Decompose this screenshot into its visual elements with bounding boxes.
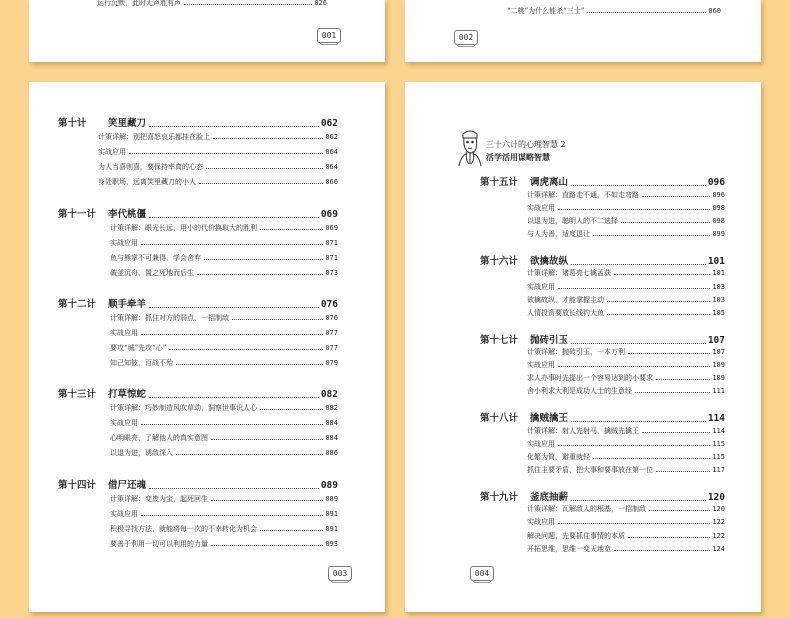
- toc-entry: 计策详解：抛砖引玉，一本万利 107: [527, 348, 725, 356]
- chapter-title: 李代桃僵: [108, 209, 147, 220]
- toc-entry: 欲擒故纵，才能掌握主动 103: [527, 296, 725, 304]
- chapter-number: 第十三计: [58, 389, 97, 400]
- chapter-entry: [58, 119, 338, 129]
- toc-entry: 化繁为简，避重就轻 115: [527, 453, 725, 461]
- toc-entry: 解决问题，先要抓住事情的本质 122: [527, 532, 725, 540]
- chapter-entry: [480, 493, 725, 503]
- toc-entry: 计策详解：巧妙制造风吹草动，洞察世事识人心 082: [110, 404, 338, 412]
- toc-entry-text: 运行沉默，此时无声胜有声: [97, 0, 181, 7]
- toc-entry: 积极寻找方法，就能将每一次的不幸转化为机会 091: [110, 525, 338, 533]
- toc-entry: [97, 0, 327, 7]
- page-number-badge: 001: [317, 28, 341, 43]
- toc-entry: 实战应用 084: [110, 419, 338, 427]
- toc-entry: 鱼与熊掌不可兼得，学会舍弃 071: [110, 254, 338, 262]
- toc-entry: 计策详解：诸葛亮七擒孟获 101: [527, 269, 725, 277]
- chapter-number: 第十计: [58, 118, 87, 129]
- chapter-title: 笑里藏刀: [108, 118, 147, 129]
- chapter-page: 107: [707, 335, 725, 346]
- toc-entry: 实战应用 103: [527, 283, 725, 291]
- toc-entry: 人情投资要放长线钓大鱼 105: [527, 309, 725, 317]
- chapter-entry: [480, 414, 725, 424]
- chapter-title: 擒贼擒王: [530, 413, 569, 424]
- toc-entry: 计策详解：变废为宝，起死回生 089: [110, 495, 338, 503]
- chapter-number: 第十五计: [480, 177, 519, 188]
- scholar-portrait-icon: [455, 126, 485, 166]
- toc-entry: 心明眼亮，了解他人的真实意图 084: [110, 434, 338, 442]
- chapter-page: 120: [707, 492, 725, 503]
- chapter-page: 114: [707, 413, 725, 424]
- toc-entry-text: “二桃”为什么能杀“三士”: [507, 7, 585, 15]
- chapter-entry: [480, 336, 725, 346]
- chapter-entry: [58, 481, 338, 491]
- toc-entry: 破釜沉舟，置之死地而后生 073: [110, 269, 338, 277]
- toc-entry: 实战应用 091: [110, 510, 338, 518]
- toc-entry: 身处职场，远离笑里藏刀的小人 066: [98, 178, 338, 186]
- toc-entry: 计策详解：别把喜怒哀乐都挂在脸上 062: [98, 133, 338, 141]
- chapter-number: 第十九计: [480, 492, 519, 503]
- chapter-number: 第十八计: [480, 413, 519, 424]
- chapter-number: 第十六计: [480, 256, 519, 267]
- chapter-title: 釜底抽薪: [530, 492, 569, 503]
- chapter-page: 082: [320, 389, 338, 400]
- chapter-number: 第十四计: [58, 480, 97, 491]
- toc-entry-page: 026: [314, 0, 327, 7]
- toc-entry: 计策详解：射人先射马，擒贼先擒王 114: [527, 427, 725, 435]
- chapter-page: 089: [320, 480, 338, 491]
- toc-entry: 与人为善，适度退让 099: [527, 230, 725, 238]
- chapter-title: 打草惊蛇: [108, 389, 147, 400]
- chapter-entry: [58, 300, 338, 310]
- chapter-page: 096: [707, 177, 725, 188]
- chapter-number: 第十七计: [480, 335, 519, 346]
- toc-entry: 计策详解：眼光长远，用小的代价换取大的胜利 069: [110, 224, 338, 232]
- chapter-entry: [58, 210, 338, 220]
- page-number-badge: 004: [470, 566, 494, 581]
- book-header-title: 三十六计的心理智慧 2: [486, 140, 566, 149]
- chapter-page: 062: [320, 118, 338, 129]
- chapter-title: 抛砖引玉: [530, 335, 569, 346]
- toc-entry: 实战应用 115: [527, 440, 725, 448]
- chapter-entry: [480, 178, 725, 188]
- toc-entry: 实战应用 109: [527, 361, 725, 369]
- chapter-title: 欲擒故纵: [530, 256, 569, 267]
- page-number-badge: 002: [454, 30, 478, 45]
- toc-entry: 计策详解：抓住对方的弱点，一招制敌 076: [110, 314, 338, 322]
- toc-entry: 求人办事时先提出一个容易达到的小要求 109: [527, 374, 725, 382]
- toc-entry: 要攻“城”先攻“心” 077: [110, 344, 338, 352]
- toc-entry-page: 060: [708, 7, 721, 15]
- toc-entry: 实战应用 098: [527, 204, 725, 212]
- toc-entry: 以退为进，聪明人的不二选择 098: [527, 217, 725, 225]
- toc-entry: 计策详解：直路走不通，不如走弯路 096: [527, 191, 725, 199]
- toc-entry: 以退为进，诱敌深入 086: [110, 449, 338, 457]
- chapter-title: 顺手牵羊: [108, 299, 147, 310]
- chapter-page: 101: [707, 256, 725, 267]
- toc-entry: 实战应用 064: [98, 148, 338, 156]
- toc-entry: 实战应用 071: [110, 239, 338, 247]
- chapter-number: 第十二计: [58, 299, 97, 310]
- toc-entry: 实战应用 077: [110, 329, 338, 337]
- toc-entry: 舍小利求大利是成功人士的生意经 111: [527, 387, 725, 395]
- toc-entry: [507, 8, 721, 15]
- chapter-title: 调虎离山: [530, 177, 569, 188]
- page-number-badge: 003: [328, 566, 352, 581]
- toc-entry: 实战应用 122: [527, 518, 725, 526]
- chapter-title: 借尸还魂: [108, 480, 147, 491]
- toc-entry: 为人当喜则喜，要保持率真的心态 064: [98, 163, 338, 171]
- chapter-page: 069: [320, 209, 338, 220]
- toc-entry: 知己知彼，百战不殆 079: [110, 359, 338, 367]
- chapter-page: 076: [320, 299, 338, 310]
- chapter-number: 第十一计: [58, 209, 97, 220]
- toc-entry: 开拓思维，思维一变天地宽 124: [527, 545, 725, 553]
- chapter-entry: [480, 257, 725, 267]
- toc-entry: 计策详解：瓦解敌人的根基，一招制敌 120: [527, 505, 725, 513]
- toc-entry: 抓住主要矛盾，把大事和要事放在第一位 117: [527, 466, 725, 474]
- chapter-entry: [58, 390, 338, 400]
- book-header-subtitle: 活学活用谋略智慧: [486, 152, 550, 162]
- toc-entry: 要善于利用一切可以利用的力量 093: [110, 540, 338, 548]
